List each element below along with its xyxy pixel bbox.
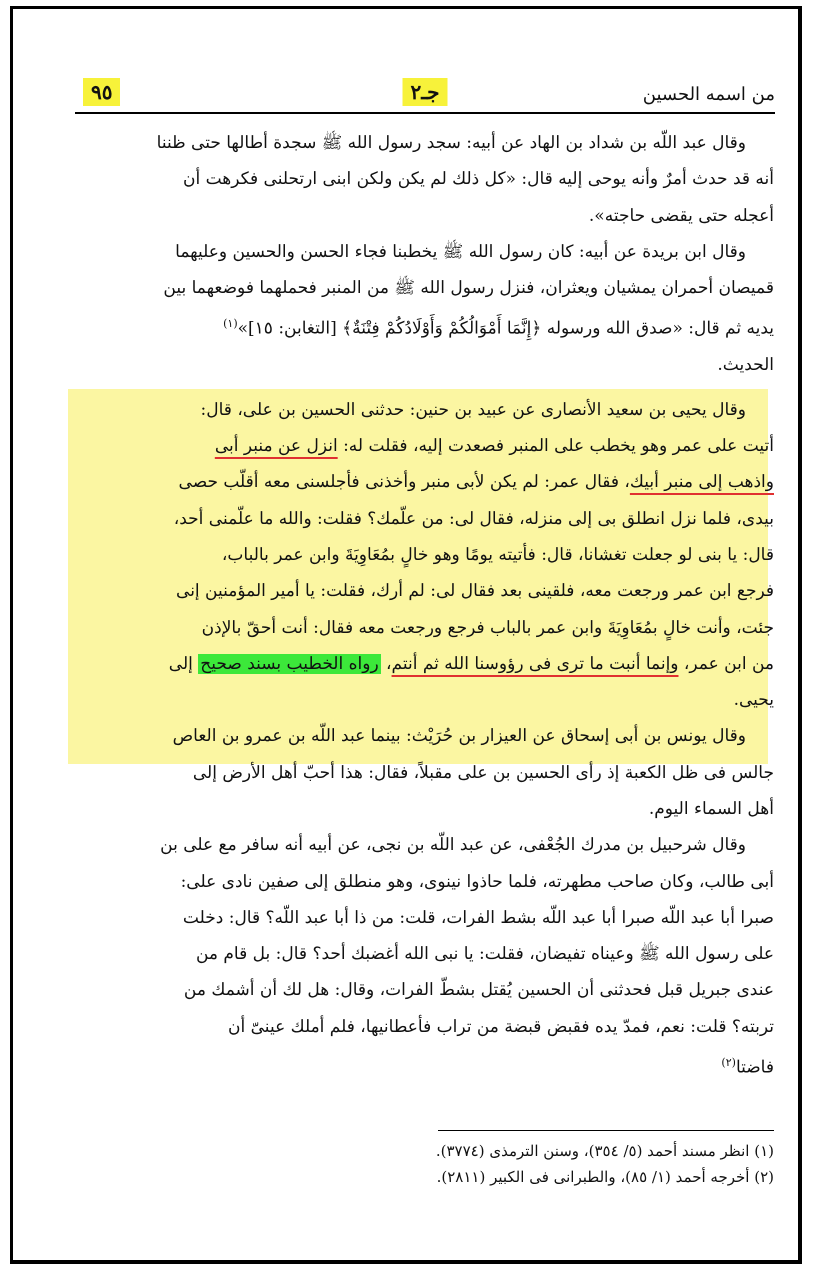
quote-text: يديه ثم قال: «صدق الله ورسوله ﴿إِنَّمَا أَمْوَالُكُمْ وَأَوْلَادُكُمْ فِتْنَةٌ﴾ [التغابن: ١٥]»	[237, 319, 774, 340]
paragraph-line: قميصان أحمران يمشيان ويعثران، فنزل رسول الله ﷺ من المنبر فحملهما فوضعهما بين	[163, 278, 774, 299]
paragraph-line: تربته؟ قلت: نعم، فمدّ يده فقبض قبضة من تراب فأعطانيها، فلم أملك عينىّ أن	[228, 1016, 774, 1037]
paragraph-line: وقال عبد اللّه بن شداد بن الهاد عن أبيه: سجد رسول الله ﷺ سجدة أطالها حتى ظننا	[156, 133, 746, 153]
paragraph-line: أبى طالب، وكان صاحب مطهرته، فلما حاذوا نينوى، وهو منطلق إلى صفين نادى على:	[180, 871, 774, 892]
paragraph-line: وقال شرحبيل بن مدرك الجُعْفى، عن عبد اللّه بن نجى، عن أبيه أنه سافر مع على بن	[160, 835, 746, 856]
highlighted-line: واذهب إلى منبر أبيك، فقال عمر: لم يكن لأبى منبر وأخذنى فأجلسنى معه أقلّب حصى	[178, 472, 774, 493]
highlighted-line: جئت، وأنت خالٍ بمُعَاوِيَةَ وابن عمر بالباب فرجع ورجعت معه فقال: أنت أحقّ بالإذن	[201, 617, 774, 638]
red-underlined-text: واذهب إلى منبر أبيك	[629, 472, 774, 493]
highlighted-line: قال: يا بنى لو جعلت تغشانا، قال: فأتيته يومًا وهو خالٍ بمُعَاوِيَةَ وابن عمر بالباب،	[221, 544, 774, 565]
paragraph-line	[84, 306, 774, 347]
footnote: (٢) أخرجه أحمد (١/ ٨٥)، والطبرانى فى الكبير (٢٨١١).	[436, 1168, 774, 1186]
footnotes	[150, 1138, 774, 1190]
paragraph-line: على رسول الله ﷺ وعيناه تفيضان، فقلت: يا نبى الله أغضبك أحد؟ قال: بل قام من	[195, 944, 774, 965]
highlighted-line: يحيى.	[733, 690, 774, 711]
page-header	[75, 78, 775, 112]
page-number: ٩٥	[83, 78, 120, 106]
paragraph-line: الحديث.	[717, 355, 774, 376]
paragraph-line: أهل السماء اليوم.	[648, 799, 774, 819]
red-underlined-text: انزل عن منبر أبى	[214, 436, 338, 457]
highlighted-line: فرجع ابن عمر ورجعت معه، فلقينى بعد فقال لى: لم أرك، فقلت: يا أمير المؤمنين إنى	[176, 581, 774, 602]
footnote: (١) انظر مسند أحمد (٥/ ٣٥٤)، وسنن الترمذى (٣٧٧٤).	[435, 1142, 774, 1160]
header-rule	[75, 112, 775, 114]
paragraph-line: جالس فى ظل الكعبة إذ رأى الحسين بن على مقبلاً، فقال: هذا أحبّ أهل الأرض إلى	[192, 762, 774, 783]
volume-label: جـ٢	[403, 78, 448, 106]
paragraph-line: وقال يونس بن أبى إسحاق عن العيزار بن حُرَيْث: بينما عبد اللّه بن عمرو بن العاص	[172, 726, 746, 747]
green-highlighted-text: رواه الخطيب بسند صحيح	[200, 653, 379, 674]
paragraph-line: فاضتا$^{(٢)}$	[721, 1056, 774, 1078]
highlighted-line: من ابن عمر، وإنما أنبت ما ترى فى رؤوسنا الله ثم أنتم، رواه الخطيب بسند صحيح إلى	[168, 653, 774, 674]
main-text	[84, 125, 774, 1086]
red-underlined-text: وإنما أنبت ما ترى فى رؤوسنا الله ثم أنتم	[391, 653, 679, 674]
highlighted-line: أتيت على عمر وهو يخطب على المنبر فصعدت إليه، فقلت له: انزل عن منبر أبى	[214, 436, 774, 457]
footnote-ref: (٢)	[721, 1056, 736, 1070]
paragraph-line: عندى جبريل قبل فحدثنى أن الحسين يُقتل بشطّ الفرات، وقال: هل لك أن أشمك من	[183, 980, 774, 1001]
paragraph-line: أعجله حتى يقضى حاجته».	[588, 205, 774, 226]
footnote-rule	[438, 1130, 774, 1131]
paragraph-line: أنه قد حدث أمرٌ وأنه يوحى إليه قال: «كل ذلك لم يكن ولكن ابنى ارتحلنى فكرهت أن	[182, 169, 774, 190]
highlighted-line: وقال يحيى بن سعيد الأنصارى عن عبيد بن حنين: حدثنى الحسين بن على، قال:	[200, 399, 746, 420]
paragraph-line: صبرا أبا عبد اللّه صبرا أبا عبد اللّه بشط الفرات، قلت: من ذا أبا عبد اللّه؟ قال: دخلت	[182, 907, 774, 928]
footnote-ref: (١)	[223, 317, 238, 331]
highlighted-line: بيدى، فلما نزل انطلق بى إلى منزله، فقال لى: من علّمك؟ فقلت: والله ما علّمنى أحد،	[173, 508, 774, 529]
running-title: من اسمه الحسين	[642, 84, 775, 105]
paragraph-line: وقال ابن بريدة عن أبيه: كان رسول الله ﷺ يخطبنا فجاء الحسن والحسين وعليهما	[175, 241, 746, 262]
